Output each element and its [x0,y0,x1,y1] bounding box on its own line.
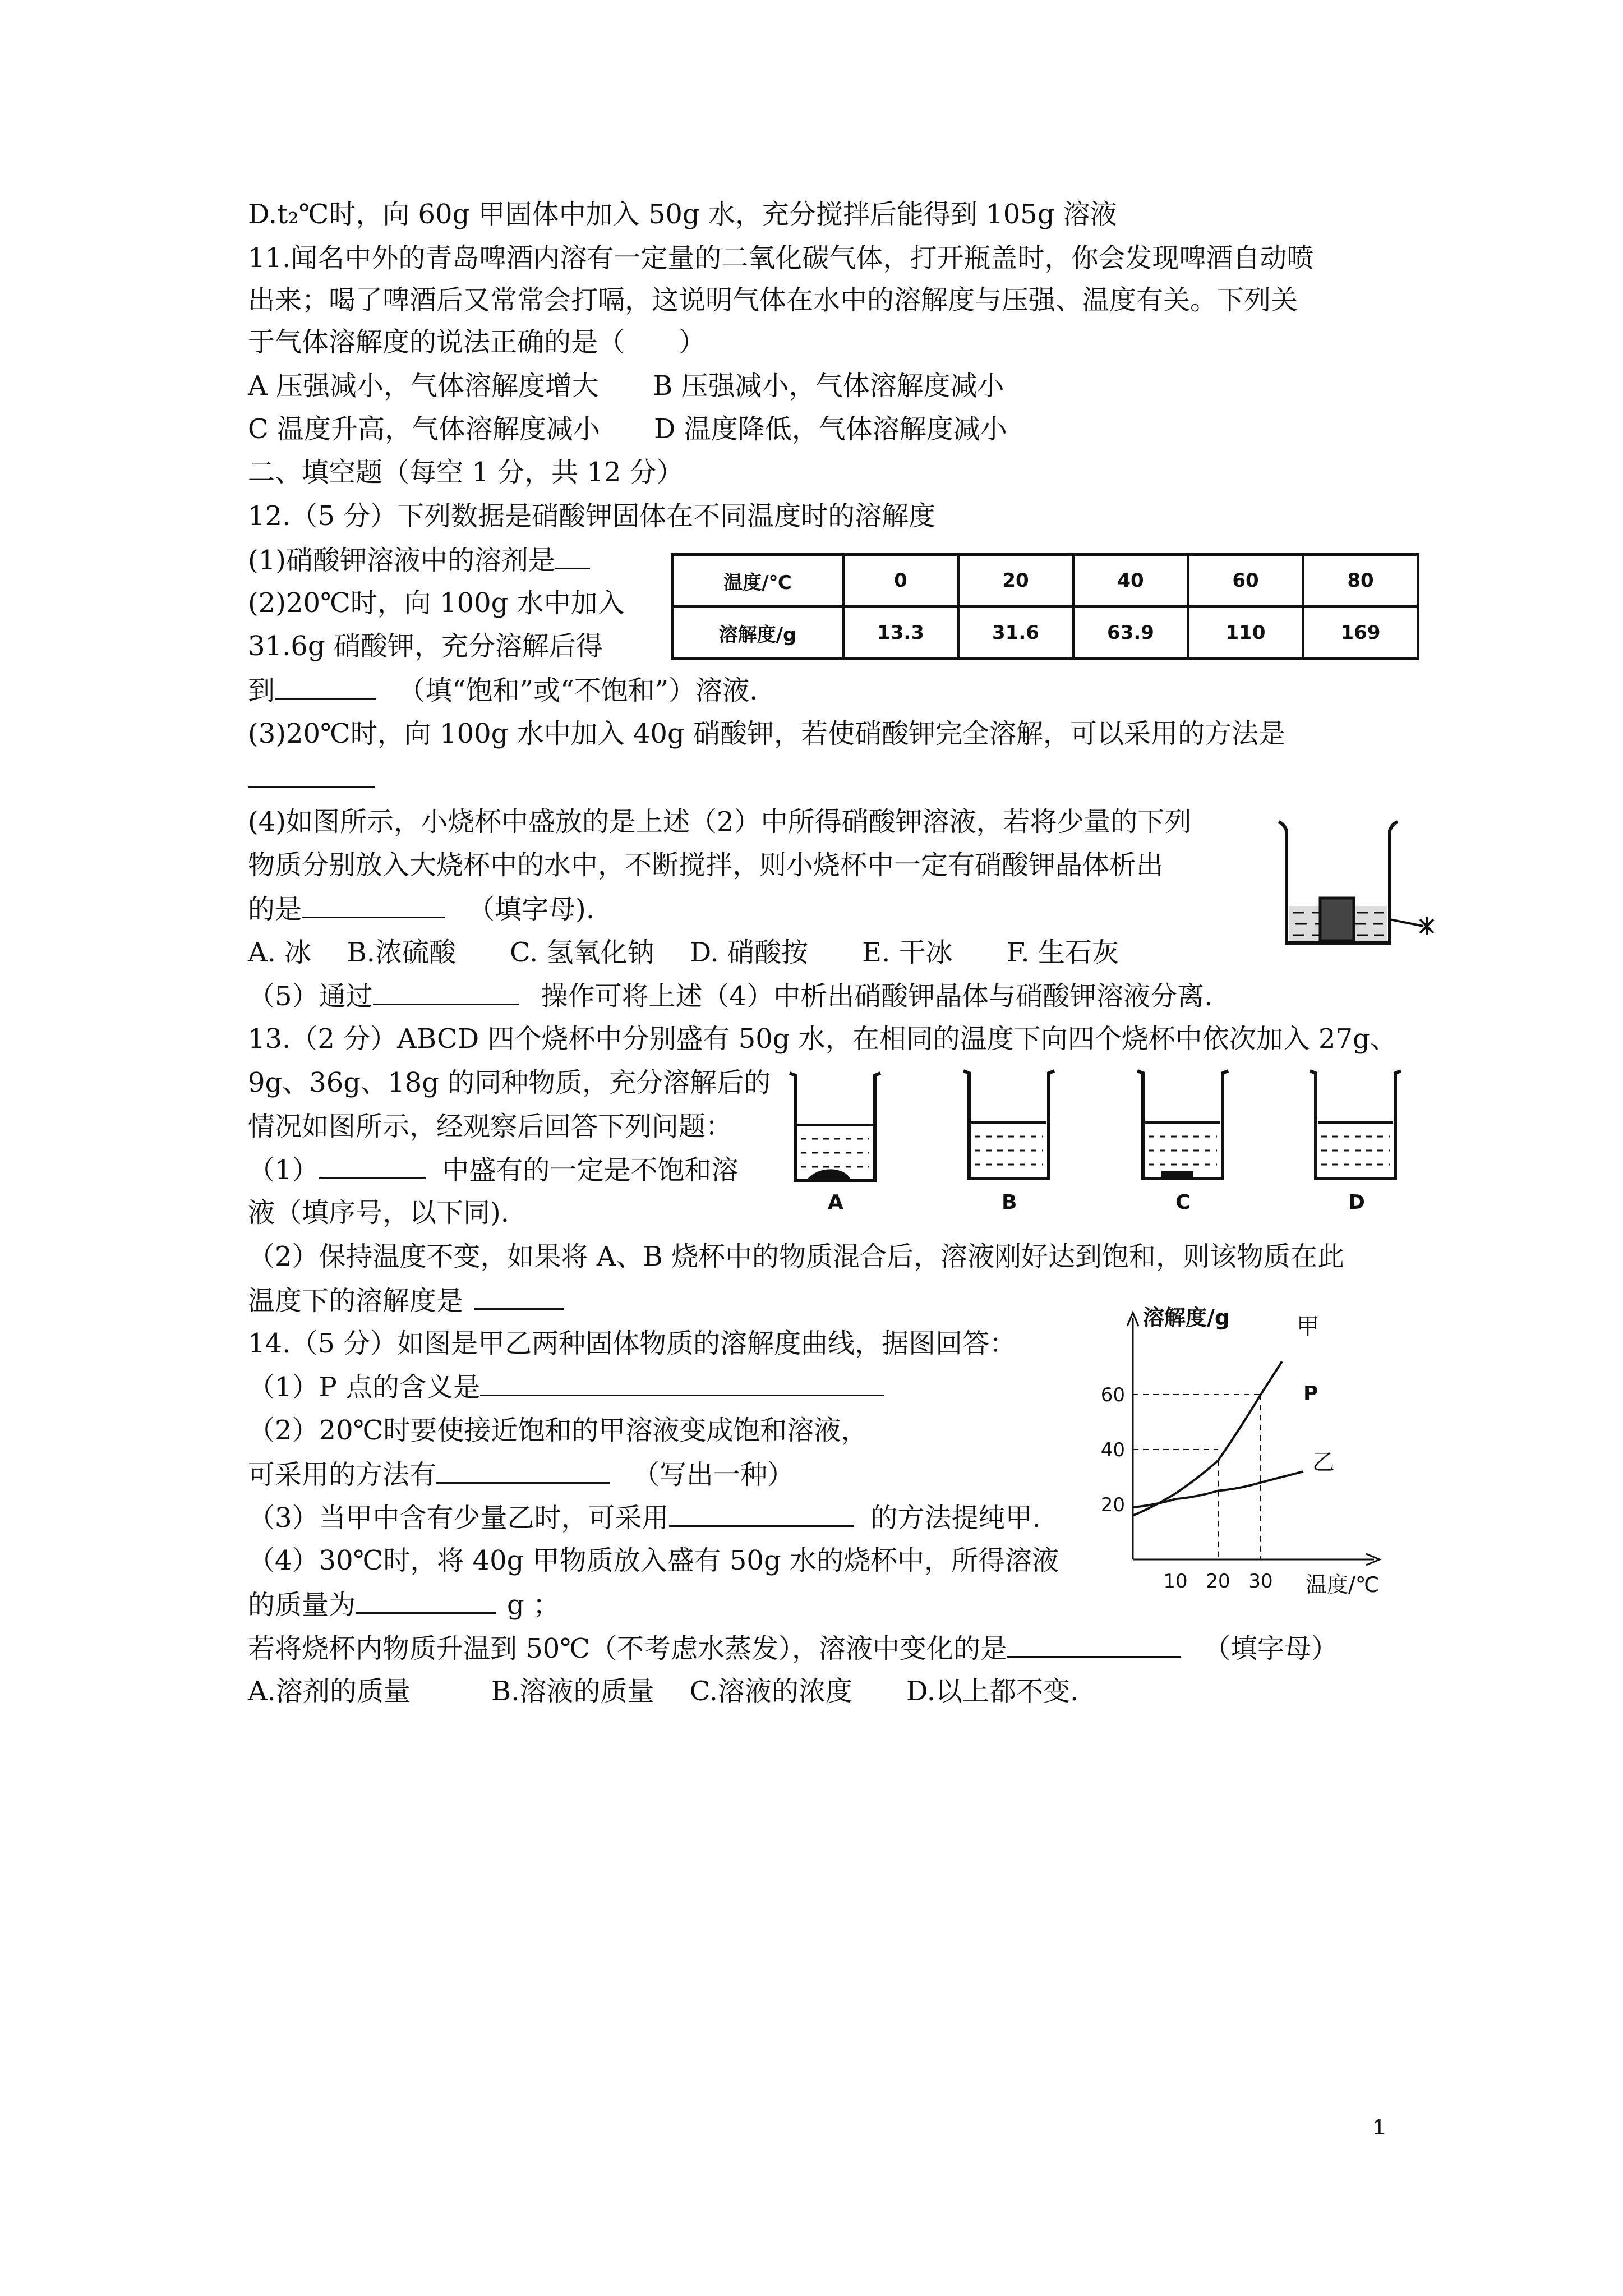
x-axis-label: 温度/℃ [1306,1572,1380,1597]
answer-blank[interactable] [436,1457,610,1484]
q14-options: A.溶剂的质量 B.溶液的质量 C.溶液的浓度 D.以上都不变. [248,1676,1079,1707]
section-2-heading: 二、填空题（每空 1 分，共 12 分） [248,457,684,488]
answer-blank[interactable] [1007,1631,1181,1658]
beaker-c [1137,1071,1228,1214]
nested-beaker-illustration [1273,816,1441,962]
x-tick-label: 20 [1206,1570,1230,1593]
answer-blank[interactable] [302,892,445,918]
q13-part1: （1） 中盛有的一定是不饱和溶 [248,1153,739,1187]
q12-part4-a: (4)如图所示，小烧杯中盛放的是上述（2）中所得硝酸钾溶液，若将少量的下列 [248,806,1192,838]
answer-blank[interactable] [480,1370,884,1396]
q13-part2-b: 温度下的溶解度是 [248,1283,564,1318]
q13-line-1: 13.（2 分）ABCD 四个烧杯中分别盛有 50g 水，在相同的温度下向四个烧杯中依次加入 27g、 [248,1023,1397,1055]
q14-intro: 14.（5 分）如图是甲乙两种固体物质的溶解度曲线，据图回答： [248,1328,1017,1359]
table-cell: 13.3 [843,607,958,659]
point-p-label: P [1303,1382,1318,1405]
table-cell: 169 [1303,607,1418,659]
solubility-table [671,553,1419,660]
q12-part2-c: 到 （填“饱和”或“不饱和”）溶液. [248,673,758,707]
answer-blank[interactable] [356,1588,496,1614]
q12-part4-options: A. 冰 B.浓硫酸 C. 氢氧化钠 D. 硝酸按 E. 干冰 F. 生石灰 [248,937,1119,968]
q14-part2-a: （2）20℃时要使接近饱和的甲溶液变成饱和溶液， [248,1415,868,1446]
solubility-curve-chart [1088,1301,1402,1604]
table-cell: 80 [1303,555,1418,607]
table-cell: 0 [843,555,958,607]
q14-part4-c: 若将烧杯内物质升温到 50℃（不考虑水蒸发），溶液中变化的是 （填字母） [248,1631,1338,1665]
q13-line-3: 情况如图所示，经观察后回答下列问题： [248,1111,733,1142]
q14-part4-b: 的质量为 g ； [248,1588,560,1622]
q14-part2-b: 可采用的方法有 （写出一种） [248,1457,794,1492]
beaker-label: C [1175,1191,1191,1214]
x-tick-label: 10 [1163,1570,1188,1593]
series-yi-label: 乙 [1312,1450,1335,1475]
q12-part2-a: (2)20℃时，向 100g 水中加入 [248,587,625,619]
q13-part1-b: 液（填序号，以下同). [248,1197,509,1228]
q12-part2-b: 31.6g 硝酸钾，充分溶解后得 [248,631,603,662]
q12-intro: 12.（5 分）下列数据是硝酸钾固体在不同温度时的溶解度 [248,500,936,532]
table-cell: 110 [1188,607,1303,659]
table-cell: 60 [1188,555,1303,607]
beakers-abcd-illustration [785,1069,1424,1220]
q13-part2-a: （2）保持温度不变，如果将 A、B 烧杯中的物质混合后，溶液刚好达到饱和，则该物质在此 [248,1241,1344,1272]
y-tick-label: 20 [1100,1494,1125,1516]
beaker-d [1310,1071,1401,1214]
table-cell: 63.9 [1073,607,1188,659]
table-cell: 31.6 [958,607,1073,659]
series-jia-curve [1133,1361,1282,1515]
beaker-a [790,1073,880,1214]
table-header-temp: 温度/℃ [672,555,843,607]
q12-part3: (3)20℃时，向 100g 水中加入 40g 硝酸钾，若使硝酸钾完全溶解，可以采用的方法是 [248,718,1285,749]
y-axis-label: 溶解度/g [1143,1305,1230,1330]
answer-blank[interactable] [555,543,590,569]
q11-line-3: 于气体溶解度的说法正确的是（ ） [248,326,706,358]
q14-part3: （3）当甲中含有少量乙时，可采用 的方法提纯甲. [248,1501,1041,1535]
answer-blank[interactable] [669,1501,854,1527]
q14-part4-a: （4）30℃时，将 40g 甲物质放入盛有 50g 水的烧杯中，所得溶液 [248,1545,1059,1576]
q12-part3-blank-line [248,762,375,796]
q11-line-2: 出来；喝了啤酒后又常常会打嗝，这说明气体在水中的溶解度与压强、温度有关。下列关 [248,284,1298,316]
q12-part5: （5）通过 操作可将上述（4）中析出硝酸钾晶体与硝酸钾溶液分离. [248,979,1212,1013]
q12-part4-b: 物质分别放入大烧杯中的水中，不断搅拌，则小烧杯中一定有硝酸钾晶体析出 [248,849,1164,881]
page-number: 1 [1373,2115,1386,2139]
answer-blank[interactable] [275,673,376,700]
series-jia-label: 甲 [1297,1314,1319,1340]
table-row [672,555,1418,607]
q13-line-2: 9g、36g、18g 的同种物质，充分溶解后的 [248,1067,771,1098]
answer-blank[interactable] [248,762,375,788]
table-cell: 40 [1073,555,1188,607]
x-tick-label: 30 [1248,1570,1273,1593]
q11-line-1: 11.闻名中外的青岛啤酒内溶有一定量的二氧化碳气体，打开瓶盖时，你会发现啤酒自动喷 [248,242,1314,274]
y-tick-label: 60 [1100,1384,1125,1406]
q12-part1: (1)硝酸钾溶液中的溶剂是 [248,543,590,577]
beaker-label: B [1002,1191,1017,1214]
q11-options-ab: A 压强减小，气体溶解度增大 B 压强减小，气体溶解度减小 [248,370,1004,402]
axes [1127,1313,1380,1565]
y-tick-label: 40 [1100,1439,1125,1461]
beaker-label: D [1348,1191,1365,1214]
table-row [672,607,1418,659]
q14-part1: （1）P 点的含义是 [248,1370,884,1404]
q11-options-cd: C 温度升高，气体溶解度减小 D 温度降低，气体溶解度减小 [248,413,1007,445]
beaker-label: A [828,1191,843,1214]
answer-blank[interactable] [373,979,519,1005]
answer-blank[interactable] [474,1283,564,1310]
table-cell: 20 [958,555,1073,607]
table-header-solubility: 溶解度/g [672,607,843,659]
q12-part4-c: 的是 （填字母). [248,892,594,926]
beaker-b [963,1071,1054,1214]
line-option-d: D.t₂℃时，向 60g 甲固体中加入 50g 水，充分搅拌后能得到 105g 溶液 [248,199,1117,230]
answer-blank[interactable] [319,1153,426,1179]
